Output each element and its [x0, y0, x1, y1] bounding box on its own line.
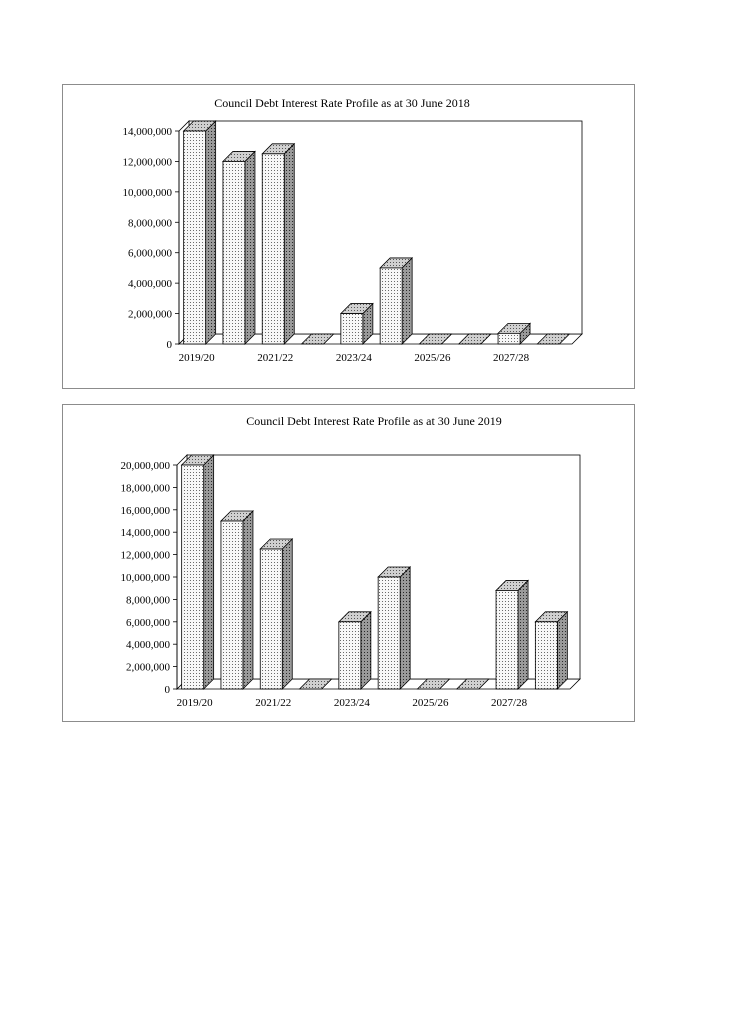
chart-2018-plot	[63, 85, 636, 390]
chart-2019-plot	[63, 405, 636, 723]
bar-side	[206, 121, 216, 344]
chart-title: Council Debt Interest Rate Profile as at 30 June 2018	[214, 96, 470, 110]
bar	[184, 121, 216, 344]
y-tick-label: 10,000,000	[122, 186, 172, 199]
bar-front	[378, 577, 400, 689]
x-tick-label: 2027/28	[491, 697, 528, 709]
y-tick-label: 14,000,000	[122, 126, 172, 138]
bar-side	[282, 539, 292, 689]
y-tick-label: 12,000,000	[122, 156, 172, 169]
chart-2018	[62, 84, 635, 389]
y-tick-label: 6,000,000	[126, 616, 170, 629]
bar-front	[496, 590, 518, 689]
y-tick-label: 0	[164, 684, 170, 696]
y-tick-label: 2,000,000	[128, 308, 172, 321]
y-tick-label: 4,000,000	[128, 278, 172, 291]
bar-front	[182, 465, 204, 689]
bar-side	[361, 612, 371, 689]
bar-side	[518, 580, 528, 689]
bar	[221, 511, 253, 689]
bar-front	[184, 131, 206, 344]
bar-front	[221, 521, 243, 689]
y-tick-label: 8,000,000	[126, 594, 170, 607]
chart-title: Council Debt Interest Rate Profile as at 30 June 2019	[246, 414, 502, 428]
bar	[223, 151, 255, 344]
chart-2019	[62, 404, 635, 722]
y-tick-label: 14,000,000	[120, 527, 170, 540]
x-tick-label: 2027/28	[493, 352, 530, 364]
bar	[380, 258, 412, 344]
y-tick-label: 4,000,000	[126, 639, 170, 652]
bar	[378, 567, 410, 689]
bar-front	[498, 333, 520, 344]
x-tick-label: 2023/24	[335, 352, 372, 364]
bar-side	[557, 612, 567, 689]
bar	[182, 455, 214, 689]
x-tick-label: 2021/22	[255, 697, 292, 709]
bar-side	[243, 511, 253, 689]
y-tick-label: 2,000,000	[126, 661, 170, 674]
bar	[262, 144, 294, 344]
bar-side	[284, 144, 294, 344]
y-tick-label: 12,000,000	[120, 549, 170, 562]
bar-front	[341, 314, 363, 344]
x-tick-label: 2019/20	[176, 697, 213, 709]
bar	[260, 539, 292, 689]
y-tick-label: 16,000,000	[120, 504, 170, 517]
bar-side	[204, 455, 214, 689]
bar-front	[262, 154, 284, 344]
bar	[535, 612, 567, 689]
bar-side	[402, 258, 412, 344]
y-tick-label: 20,000,000	[120, 460, 170, 472]
bar-front	[380, 268, 402, 344]
x-tick-label: 2025/26	[414, 352, 451, 364]
bar	[496, 580, 528, 689]
y-tick-label: 8,000,000	[128, 217, 172, 230]
bar-front	[223, 161, 245, 344]
bar	[339, 612, 371, 689]
bar	[341, 304, 373, 344]
x-tick-label: 2021/22	[257, 352, 294, 364]
y-tick-label: 0	[166, 339, 172, 351]
y-tick-label: 10,000,000	[120, 572, 170, 584]
x-tick-label: 2023/24	[333, 697, 370, 709]
x-tick-label: 2019/20	[178, 352, 215, 364]
bar-front	[260, 549, 282, 689]
y-tick-label: 18,000,000	[120, 482, 170, 495]
bar-front	[339, 622, 361, 689]
bar-front	[535, 622, 557, 689]
bar-side	[400, 567, 410, 689]
x-tick-label: 2025/26	[412, 697, 449, 709]
y-tick-label: 6,000,000	[128, 247, 172, 260]
bar-side	[245, 151, 255, 344]
